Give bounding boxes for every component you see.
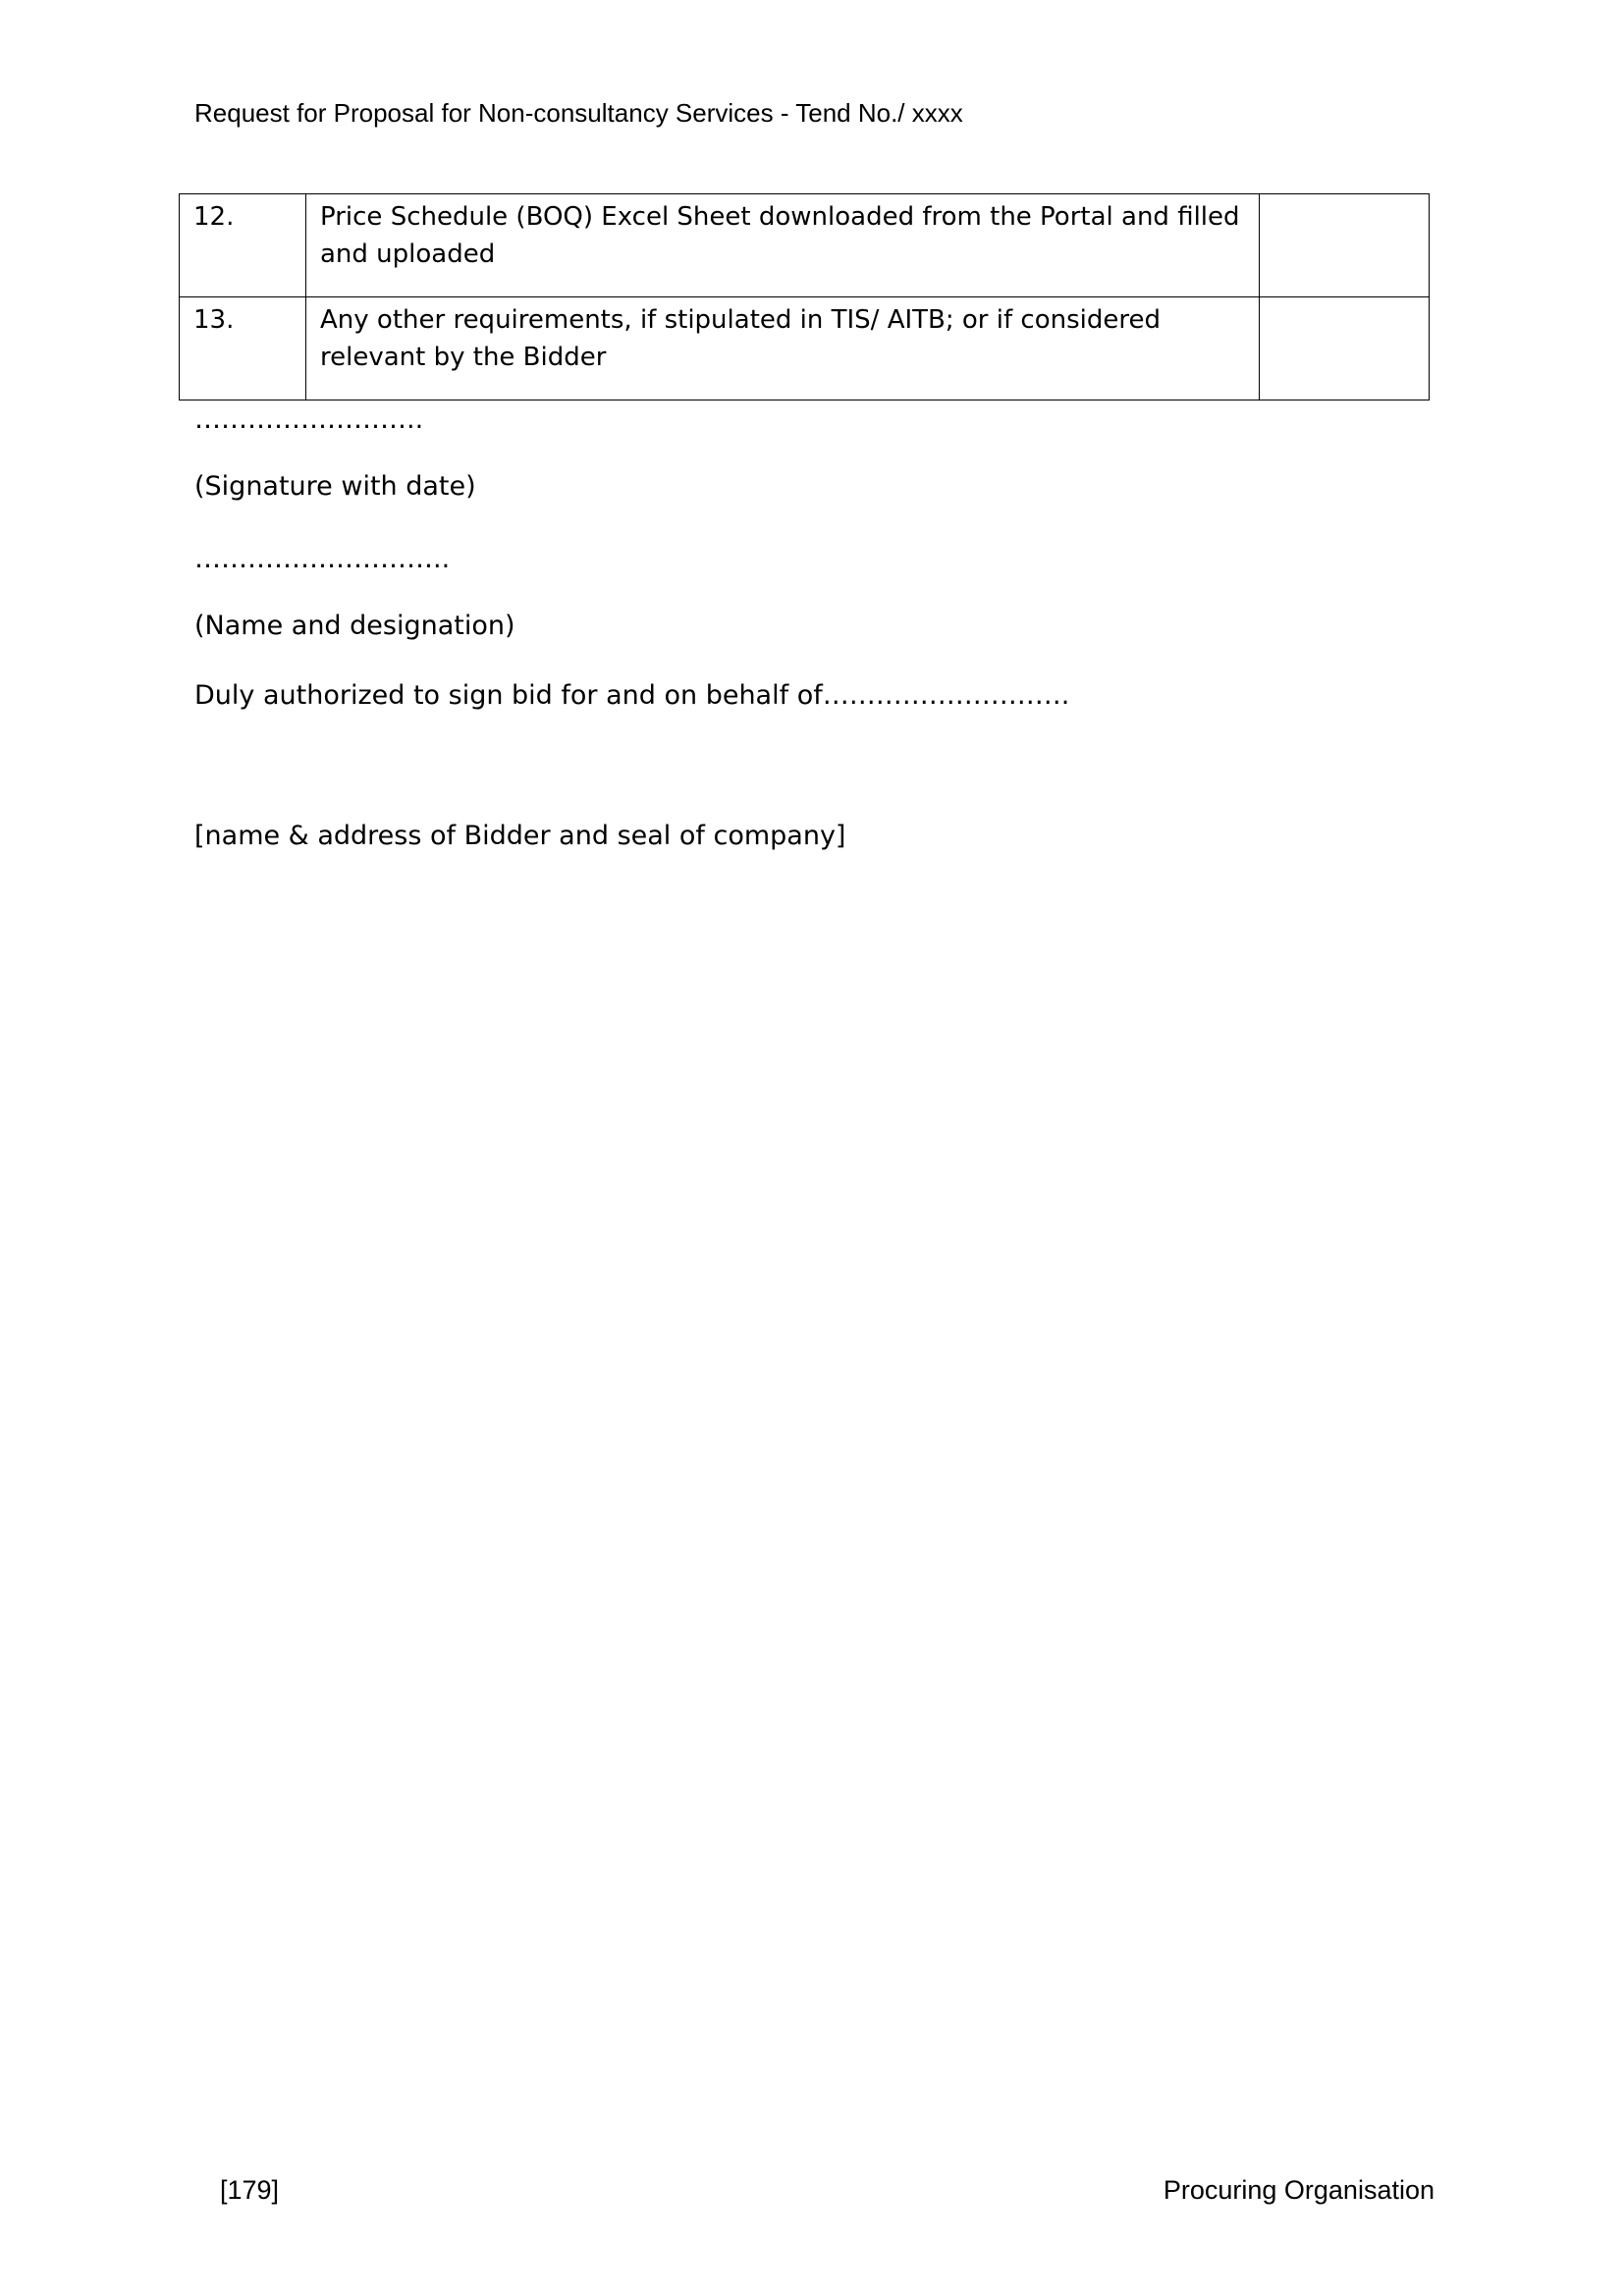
name-dotted-line: ……………………….. (194, 544, 451, 574)
signature-dotted-line: …………………….. (194, 404, 424, 435)
checklist-table (179, 193, 1430, 400)
row-description-cell: Price Schedule (BOQ) Excel Sheet downloaded from the Portal and filled and uploaded (306, 194, 1260, 297)
page-number: [179] (220, 2175, 280, 2205)
table-row (180, 194, 1430, 297)
row-description-cell: Any other requirements, if stipulated in TIS/ AITB; or if considered relevant by the Bidder (306, 297, 1260, 400)
signature-caption: (Signature with date) (194, 471, 476, 502)
footer-organisation: Procuring Organisation (1163, 2175, 1435, 2205)
row-number-cell: 13. (180, 297, 306, 400)
bidder-details-caption: [name & address of Bidder and seal of company] (194, 821, 846, 851)
row-check-cell (1260, 297, 1430, 400)
row-number-cell: 12. (180, 194, 306, 297)
authorization-statement: Duly authorized to sign bid for and on behalf of………………………. (194, 680, 1070, 711)
name-designation-caption: (Name and designation) (194, 611, 515, 641)
page-header-title: Request for Proposal for Non-consultancy Services - Tend No./ xxxx (194, 98, 963, 128)
table-row (180, 297, 1430, 400)
row-check-cell (1260, 194, 1430, 297)
